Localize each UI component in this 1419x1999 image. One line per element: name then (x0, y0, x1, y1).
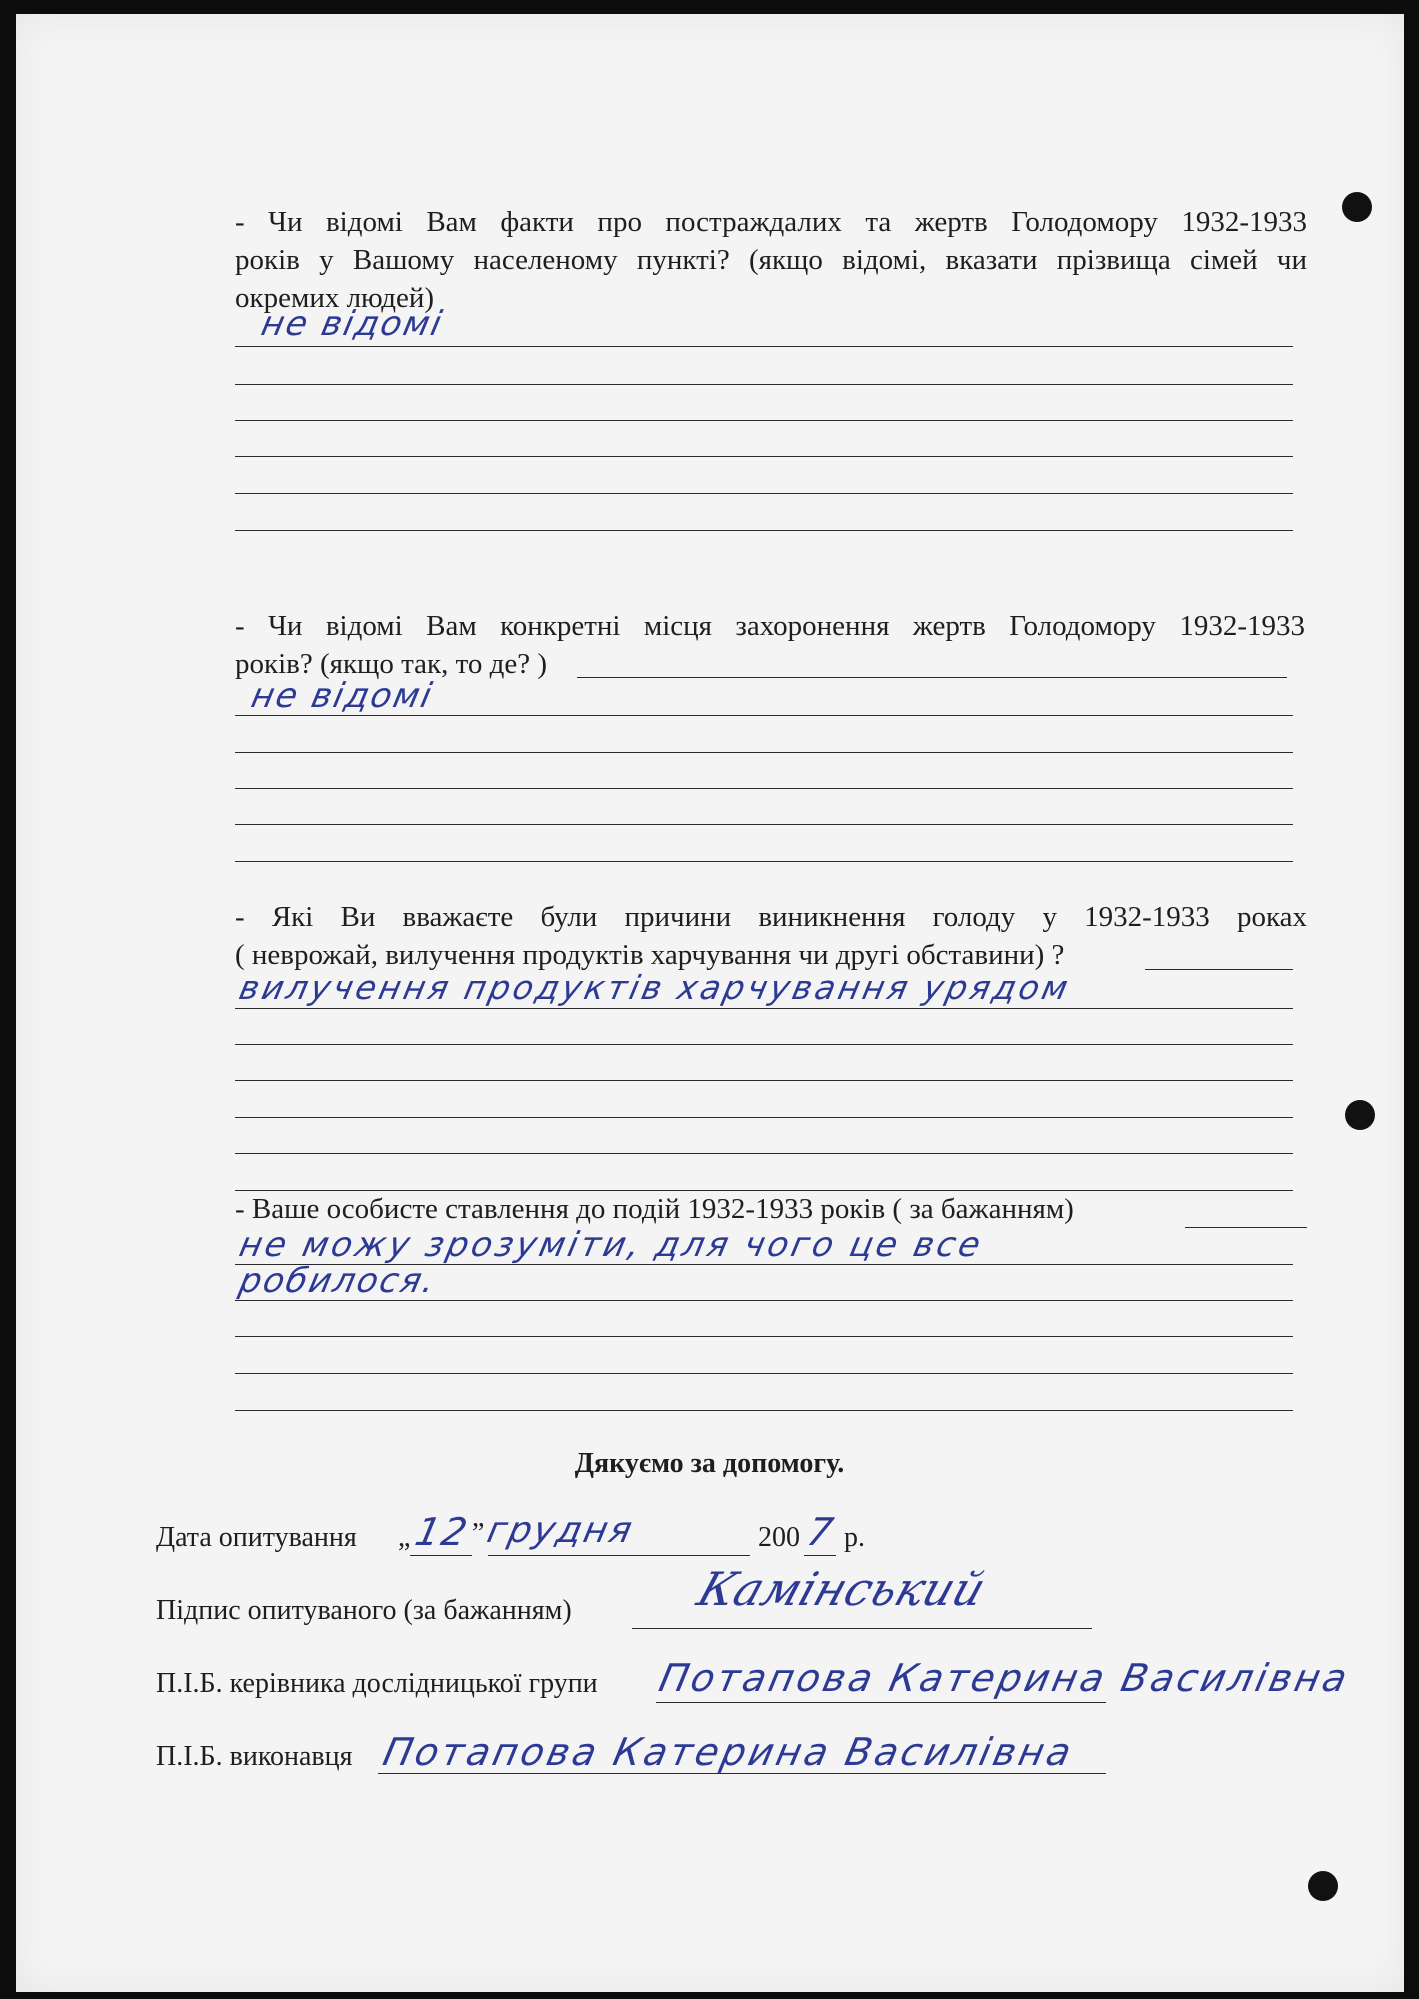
answer-line (1145, 969, 1293, 970)
signature-line (632, 1628, 1092, 1629)
leader-line (656, 1702, 1106, 1703)
answer-line (235, 788, 1293, 789)
question-4-line-1: - Ваше особисте ставлення до подій 1932-1933 років ( за бажанням) (235, 1193, 1074, 1225)
thanks-heading: Дякуємо за допомогу. (574, 1448, 845, 1479)
answer-line (235, 824, 1293, 825)
question-1-line-2: років у Вашому населеному пункті? (якщо відомі, вказати прізвища сімей чи (235, 244, 1307, 276)
question-2-line-1: - Чи відомі Вам конкретні місця захоронення жертв Голодомору 1932-1933 (235, 610, 1305, 642)
date-day: 12 (411, 1510, 474, 1554)
answer-line (1185, 1227, 1307, 1228)
date-year-prefix: 200 (758, 1522, 800, 1553)
answer-line (235, 420, 1293, 421)
leader-label: П.І.Б. керівника дослідницької групи (156, 1668, 598, 1699)
answer-line (235, 384, 1293, 385)
answer-line (235, 1373, 1293, 1374)
answer-line (235, 1410, 1293, 1411)
performer-line (378, 1773, 1106, 1774)
date-label: Дата опитування (156, 1522, 357, 1553)
answer-line (235, 1117, 1293, 1118)
question-4-answer-line-1: не можу зрозуміти, для чого це все (235, 1225, 987, 1265)
punch-hole (1345, 1100, 1375, 1130)
punch-hole (1342, 192, 1372, 222)
question-2-answer: не відомі (247, 676, 438, 716)
question-1-line-3: окремих людей) (235, 282, 435, 314)
question-1-line-1: - Чи відомі Вам факти про постраждалих та жертв Голодомору 1932-1933 (235, 206, 1307, 238)
performer-label: П.І.Б. виконавця (156, 1741, 353, 1772)
respondent-signature: Камінський (691, 1562, 993, 1616)
question-1-answer: не відомі (257, 304, 448, 344)
date-month-line (488, 1555, 750, 1556)
date-year-digit: 7 (803, 1510, 839, 1554)
answer-line (235, 752, 1293, 753)
signature-label: Підпис опитуваного (за бажанням) (156, 1595, 572, 1626)
answer-line (235, 715, 1293, 716)
answer-line (235, 1044, 1293, 1045)
leader-name: Потапова Катерина Василівна (655, 1656, 1354, 1700)
punch-hole (1308, 1871, 1338, 1901)
answer-line (235, 493, 1293, 494)
answer-line (235, 1153, 1293, 1154)
date-year-suffix: р. (844, 1522, 865, 1553)
answer-line (235, 1008, 1293, 1009)
date-close-quote: ” (472, 1518, 485, 1549)
answer-line (235, 1080, 1293, 1081)
date-day-line (410, 1555, 472, 1556)
answer-line (235, 456, 1293, 457)
answer-line (235, 346, 1293, 347)
answer-line (235, 530, 1293, 531)
question-4-answer-line-2: робилося. (235, 1261, 441, 1301)
answer-line (235, 1336, 1293, 1337)
answer-line (577, 677, 1287, 678)
question-2-line-2: років? (якщо так, то де? ) (235, 648, 548, 680)
date-month: грудня (483, 1510, 638, 1551)
date-year-line (804, 1555, 836, 1556)
question-3-answer: вилучення продуктів харчування урядом (235, 968, 1075, 1007)
question-3-line-1: - Які Ви вважаєте були причини виникнення голоду у 1932-1933 роках (235, 901, 1307, 933)
answer-line (235, 1300, 1293, 1301)
question-3-line-2: ( неврожай, вилучення продуктів харчування чи другі обставини) ? (235, 939, 1065, 971)
date-open-quote: „ (398, 1522, 411, 1553)
performer-name: Потапова Катерина Василівна (379, 1730, 1078, 1774)
answer-line (235, 861, 1293, 862)
